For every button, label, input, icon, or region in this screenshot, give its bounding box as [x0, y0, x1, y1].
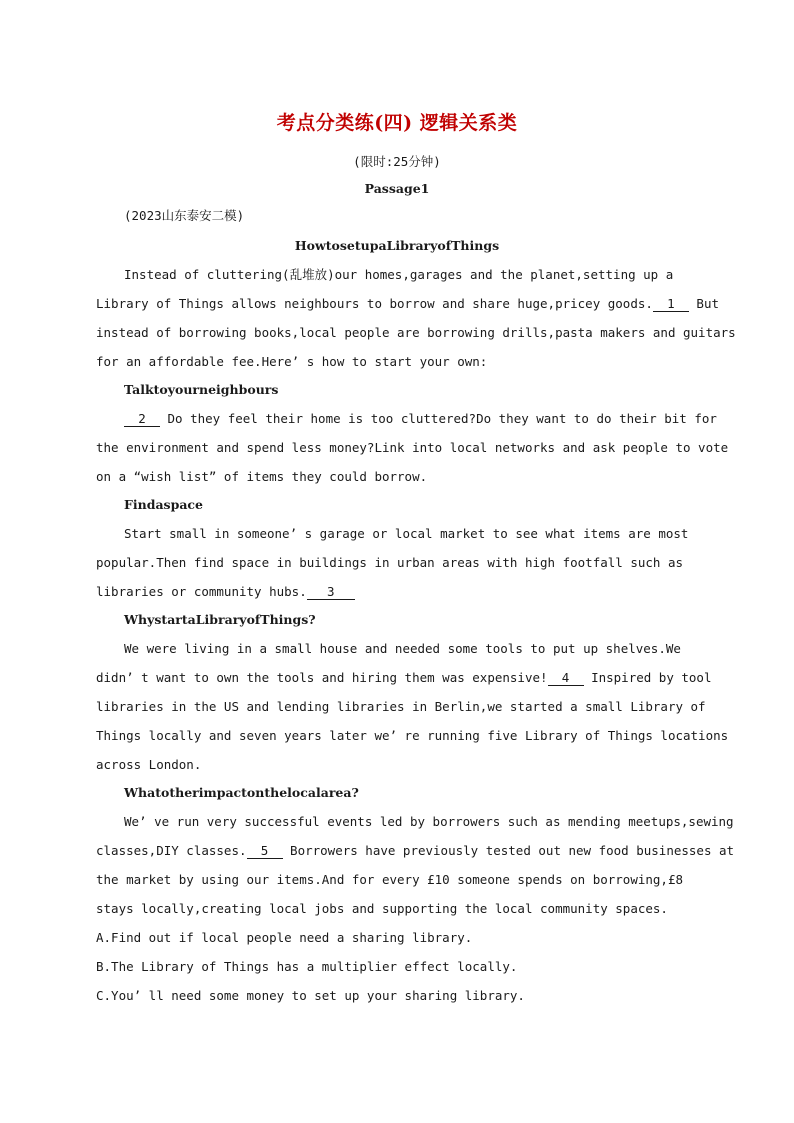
blank-3[interactable]: 3	[307, 585, 355, 600]
p1-line1: Instead of cluttering(乱堆放)our homes,garages and the planet,setting up a	[124, 267, 674, 282]
p1-line3: instead of borrowing books,local people are borrowing drills,pasta makers and guitars	[96, 325, 736, 340]
passage-label: Passage1	[364, 181, 430, 196]
p4-line3: libraries in the US and lending libraries in Berlin,we started a small Library of	[96, 699, 706, 714]
p5-line3: the market by using our items.And for every £10 someone spends on borrowing,£8	[96, 872, 683, 887]
p1-line4: for an affordable fee.Here’ s how to start your own:	[96, 354, 488, 369]
p1-line2	[96, 296, 720, 312]
p5-line2-rest: Borrowers have previously tested out new food businesses at	[282, 843, 735, 858]
time-limit: (限时:25分钟)	[353, 154, 441, 169]
page-title: 考点分类练(四) 逻辑关系类	[276, 112, 518, 134]
p2-line1-text: Do they feel their home is too cluttered?Do they want to do their bit for	[160, 411, 717, 426]
heading-space: Findaspace	[124, 497, 203, 512]
p3-line2: popular.Then find space in buildings in urban areas with high footfall such as	[96, 555, 683, 570]
heading-talk: Talktoyourneighbours	[124, 382, 279, 397]
blank-2[interactable]: 2	[124, 412, 160, 427]
p1-line2-text: Library of Things allows neighbours to borrow and share huge,pricey goods.	[96, 296, 653, 311]
heading-impact: Whatotherimpactonthelocalarea?	[124, 785, 359, 800]
p3-line1: Start small in someone’ s garage or local market to see what items are most	[124, 526, 689, 541]
p4-line2	[96, 670, 712, 686]
p4-line4: Things locally and seven years later we’ re running five Library of Things locations	[96, 728, 729, 743]
p4-line2-rest: Inspired by tool	[583, 670, 712, 685]
blank-4[interactable]: 4	[548, 671, 584, 686]
p5-line1: We’ ve run very successful events led by borrowers such as mending meetups,sewing	[124, 814, 734, 829]
p5-line2-text: classes,DIY classes.	[96, 843, 247, 858]
p4-line2-text: didn’ t want to own the tools and hiring them was expensive!	[96, 670, 548, 685]
option-b: B.The Library of Things has a multiplier effect locally.	[96, 959, 518, 974]
p5-line2	[96, 843, 735, 859]
p3-line3-text: libraries or community hubs.	[96, 584, 307, 599]
p2-line3: on a “wish list” of items they could borrow.	[96, 469, 428, 484]
option-a: A.Find out if local people need a sharing library.	[96, 930, 473, 945]
p3-line3	[96, 584, 696, 600]
p2-line2: the environment and spend less money?Link into local networks and ask people to vote	[96, 440, 729, 455]
source-note: (2023山东泰安二模)	[124, 208, 245, 223]
p4-line1: We were living in a small house and needed some tools to put up shelves.We	[124, 641, 681, 656]
p5-line4: stays locally,creating local jobs and supporting the local community spaces.	[96, 901, 668, 916]
p1-line2-rest: But	[688, 296, 720, 311]
heading-why: WhystartaLibraryofThings?	[124, 612, 316, 627]
article-title: HowtosetupaLibraryofThings	[294, 238, 500, 253]
p4-line5: across London.	[96, 757, 202, 772]
p2-line1	[124, 411, 724, 427]
blank-1[interactable]: 1	[653, 297, 689, 312]
option-c: C.You’ ll need some money to set up your sharing library.	[96, 988, 525, 1003]
blank-5[interactable]: 5	[247, 844, 283, 859]
